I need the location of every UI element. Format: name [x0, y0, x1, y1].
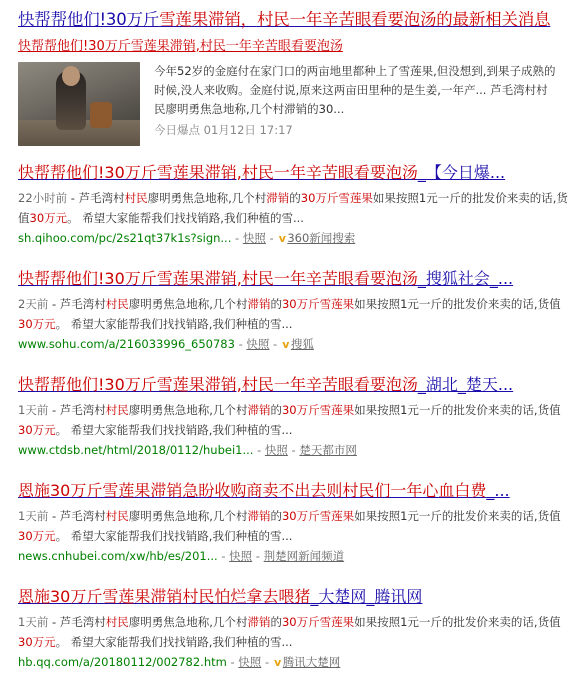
abstract-text: 如果按照1元一斤的批发价来卖的话,货值: [354, 403, 561, 417]
abstract-text: - 芦毛湾村: [48, 403, 106, 417]
source-link[interactable]: 360新闻搜索: [287, 231, 356, 245]
abstract-highlight: 滞销: [247, 615, 271, 629]
snapshot-link[interactable]: 快照: [264, 443, 288, 457]
snapshot-link[interactable]: 快照: [238, 655, 262, 669]
abstract-text: 如果按照1元一斤的批发价来卖的话,货值: [354, 297, 561, 311]
url-separator: -: [234, 337, 247, 351]
result-time: 1天前: [18, 403, 49, 417]
title-text: 快帮帮他们!30万斤: [18, 10, 160, 29]
result-url[interactable]: news.cnhubei.com/xw/hb/es/201...: [18, 549, 218, 563]
abstract-highlight: 30万斤雪莲果: [281, 297, 355, 311]
abstract-text: 的: [270, 615, 282, 629]
url-separator: -: [252, 549, 264, 563]
url-separator: -: [231, 231, 243, 245]
title-highlight: 一年辛苦眼看要泡汤的最新相关消息: [289, 10, 551, 29]
abstract-text: 。 希望大家能帮我们找找销路,我们种植的雪...: [55, 317, 293, 331]
abstract-text: 的: [270, 403, 282, 417]
title-highlight: 雪莲果: [159, 10, 209, 29]
title-highlight: 村民: [256, 10, 290, 29]
abstract-text: 如果按照1元一斤的批发价来卖的话,货值: [354, 509, 561, 523]
news-card-meta: 今日爆点 01月12日 17:17: [154, 123, 293, 137]
result-time: 22小时前: [18, 191, 68, 205]
abstract-text: 如果按照1元一斤的批发价来卖的话,货值: [18, 191, 568, 225]
abstract-text: - 芦毛湾村: [48, 509, 106, 523]
result-abstract: [18, 294, 570, 334]
thumbnail-bucket: [90, 102, 112, 128]
abstract-text: 。 希望大家能帮我们找找销路,我们种植的雪...: [67, 211, 304, 225]
abstract-highlight: 滞销: [266, 191, 290, 205]
abstract-highlight: 村民: [124, 191, 148, 205]
result-title-text: 恩施30万斤雪莲果滞销村民怕烂拿去喂猪: [18, 587, 311, 606]
source-link[interactable]: 搜狐: [290, 337, 314, 351]
snapshot-link[interactable]: 快照: [246, 337, 270, 351]
news-aggregate-block: [18, 6, 574, 146]
result-title-link[interactable]: [18, 372, 574, 395]
verified-v-icon: v: [274, 656, 282, 669]
url-separator: -: [287, 443, 300, 457]
result-abstract: [18, 400, 570, 440]
abstract-highlight: 滞销: [247, 509, 271, 523]
abstract-highlight: 30万元: [29, 211, 68, 225]
search-result: [18, 478, 574, 564]
url-separator: -: [269, 337, 281, 351]
abstract-highlight: 30万斤雪莲果: [281, 615, 355, 629]
result-url-line: [18, 336, 574, 352]
abstract-highlight: 村民: [105, 615, 129, 629]
abstract-highlight: 滞销: [247, 297, 271, 311]
search-result: [18, 584, 574, 670]
url-separator: -: [253, 443, 265, 457]
abstract-text: 。 希望大家能帮我们找找销路,我们种植的雪...: [55, 423, 293, 437]
search-result: [18, 266, 574, 352]
result-url-line: [18, 442, 574, 458]
abstract-highlight: 村民: [105, 509, 129, 523]
result-url-line: [18, 230, 574, 246]
abstract-highlight: 30万元: [18, 635, 56, 649]
result-time: 1天前: [18, 509, 49, 523]
abstract-text: 廖明勇焦急地称,几个村: [128, 403, 248, 417]
source-link[interactable]: 楚天都市网: [299, 443, 357, 457]
result-title-text: 快帮帮他们!30万斤雪莲果滞销,村民一年辛苦眼看要泡汤: [18, 269, 418, 288]
result-title-suffix: _【今日爆...: [417, 163, 506, 182]
result-title-suffix: _大楚网_腾讯网: [310, 587, 423, 606]
abstract-highlight: 30万斤雪莲果: [300, 191, 373, 205]
abstract-highlight: 30万斤雪莲果: [281, 509, 355, 523]
abstract-highlight: 30万斤雪莲果: [281, 403, 355, 417]
result-title-link[interactable]: [18, 478, 574, 501]
result-title-link[interactable]: [18, 160, 574, 183]
source-link[interactable]: 腾讯大楚网: [282, 655, 341, 669]
abstract-text: 的: [270, 509, 282, 523]
result-title-link[interactable]: [18, 266, 574, 289]
result-url[interactable]: www.sohu.com/a/216033996_650783: [18, 337, 235, 351]
snapshot-link[interactable]: 快照: [229, 549, 253, 563]
abstract-text: - 芦毛湾村: [48, 615, 106, 629]
result-url[interactable]: hb.qq.com/a/20180112/002782.htm: [18, 655, 227, 669]
abstract-text: 的: [270, 297, 282, 311]
abstract-text: - 芦毛湾村: [48, 297, 106, 311]
abstract-text: 的: [289, 191, 301, 205]
abstract-text: 廖明勇焦急地称,几个村: [128, 615, 248, 629]
news-thumbnail[interactable]: [18, 62, 140, 146]
abstract-text: 廖明勇焦急地称,几个村: [147, 191, 267, 205]
result-title-suffix: _湖北_楚天...: [417, 375, 514, 394]
result-title-suffix: _搜狐社会_...: [417, 269, 514, 288]
result-url-line: [18, 654, 574, 670]
source-link[interactable]: 荆楚网新闻频道: [263, 549, 345, 563]
result-abstract: [18, 612, 570, 652]
abstract-highlight: 村民: [105, 403, 129, 417]
snapshot-link[interactable]: 快照: [242, 231, 266, 245]
abstract-highlight: 30万元: [18, 423, 56, 437]
abstract-highlight: 30万元: [18, 317, 56, 331]
result-title-text: 快帮帮他们!30万斤雪莲果滞销,村民一年辛苦眼看要泡汤: [18, 375, 418, 394]
result-abstract: [18, 506, 570, 546]
news-card-abstract: 今年52岁的金庭付在家门口的两亩地里都种上了雪莲果,但没想到,到果子成熟的时候,没人来收购。金庭付说,原来这两亩田里种的是生姜,一年产... 芦毛湾村村民廖明勇焦急地称,几个村滞销的30...: [154, 64, 556, 116]
title-highlight: 滞销，: [208, 10, 257, 29]
abstract-text: 如果按照1元一斤的批发价来卖的话,货值: [354, 615, 561, 629]
abstract-highlight: 滞销: [247, 403, 271, 417]
verified-v-icon: v: [282, 338, 290, 351]
abstract-text: 廖明勇焦急地称,几个村: [128, 297, 248, 311]
news-card-text: [154, 62, 558, 146]
result-time: 1天前: [18, 615, 49, 629]
abstract-highlight: 30万元: [18, 529, 56, 543]
result-title-suffix: _...: [486, 481, 510, 500]
abstract-text: - 芦毛湾村: [67, 191, 125, 205]
url-separator: -: [226, 655, 239, 669]
result-title-text: 快帮帮他们!30万斤雪莲果滞销,村民一年辛苦眼看要泡汤: [18, 163, 418, 182]
result-time: 2天前: [18, 297, 49, 311]
verified-v-icon: v: [278, 232, 286, 245]
abstract-text: 。 希望大家能帮我们找找销路,我们种植的雪...: [55, 529, 293, 543]
abstract-highlight: 村民: [105, 297, 129, 311]
search-result: [18, 372, 574, 458]
abstract-text: 廖明勇焦急地称,几个村: [128, 509, 248, 523]
result-url-line: [18, 548, 574, 564]
url-separator: -: [265, 231, 278, 245]
result-url[interactable]: www.ctdsb.net/html/2018/0112/hubei1...: [18, 443, 254, 457]
abstract-text: 。 希望大家能帮我们找找销路,我们种植的雪...: [55, 635, 293, 649]
result-title-link[interactable]: [18, 584, 574, 607]
url-separator: -: [261, 655, 273, 669]
news-aggregate-title[interactable]: [18, 6, 574, 30]
thumbnail-head: [62, 66, 80, 86]
url-separator: -: [217, 549, 230, 563]
result-title-text: 恩施30万斤雪莲果滞销急盼收购商卖不出去则村民们一年心血白费: [18, 481, 487, 500]
news-subtitle-link[interactable]: 快帮帮他们!30万斤雪莲果滞销,村民一年辛苦眼看要泡汤: [18, 39, 343, 54]
result-abstract: [18, 188, 570, 228]
result-url[interactable]: sh.qihoo.com/pc/2s21qt37k1s?sign...: [18, 231, 232, 245]
search-result: [18, 160, 574, 246]
news-card: [18, 62, 574, 146]
